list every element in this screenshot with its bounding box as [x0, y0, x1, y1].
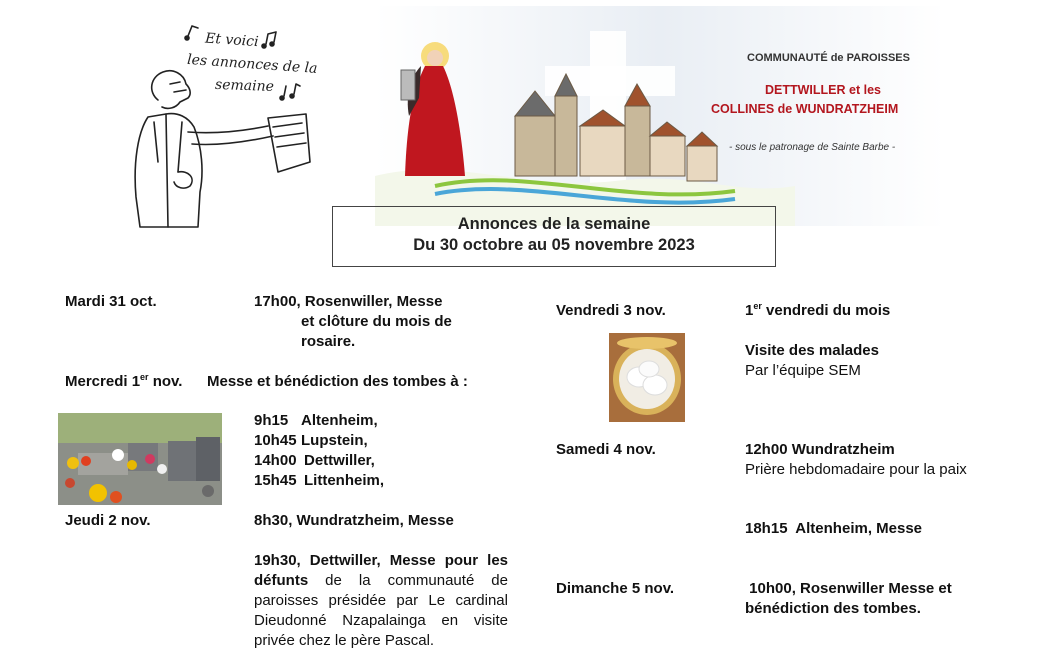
time-row	[254, 411, 384, 431]
day-jeudi: Jeudi 2 nov.	[65, 512, 151, 529]
jeudi-paragraph	[254, 551, 508, 651]
banner-line-1: COMMUNAUTÉ de PAROISSES	[747, 52, 910, 64]
vendredi-visite: Visite des malades	[745, 342, 879, 359]
mercredi-suffix: nov.	[148, 373, 183, 390]
time: 15h45	[254, 472, 297, 489]
vendredi-equipe: Par l’équipe SEM	[745, 362, 861, 379]
mercredi-prefix: Mercredi 1	[65, 373, 141, 390]
jeudi-line-1: 8h30, Wundratzheim, Messe	[254, 512, 454, 529]
first-sup: er	[753, 301, 762, 311]
time: 9h15	[254, 412, 289, 429]
day-vendredi: Vendredi 3 nov.	[556, 302, 666, 319]
church-landscape-icon	[375, 6, 945, 226]
mardi-line-2: et clôture du mois de	[301, 313, 452, 330]
date-range: Du 30 octobre au 05 novembre 2023	[413, 236, 695, 254]
mercredi-times	[254, 411, 384, 491]
title-box	[332, 206, 776, 267]
place: Lupstein,	[301, 432, 368, 449]
cartoon-caption	[186, 30, 335, 98]
day-samedi: Samedi 4 nov.	[556, 441, 656, 458]
ciborium-hosts-icon	[609, 333, 685, 422]
samedi-line-2: Prière hebdomadaire pour la paix	[745, 461, 967, 478]
first-suffix: vendredi du mois	[761, 302, 891, 319]
mardi-line-3: rosaire.	[301, 333, 356, 350]
jeudi-rest: de la communauté de paroisses présidée par Le cardinal Dieudonné Nzapalainga en visite privée chez le père Pascal.	[254, 572, 508, 649]
place: Dettwiller,	[304, 452, 375, 469]
caption-line-3: semaine	[214, 76, 275, 95]
mercredi-heading: Messe et bénédiction des tombes à :	[207, 373, 468, 390]
time-row	[254, 471, 384, 491]
time: 10h45	[254, 432, 297, 449]
dimanche-line-1: 10h00, Rosenwiller Messe et	[745, 580, 952, 597]
communion-photo	[609, 333, 685, 422]
samedi-line-3: 18h15 Altenheim, Messe	[745, 520, 923, 537]
caption-line-1: Et voici	[204, 30, 260, 51]
jeudi-bold: 19h30, Dettwiller, Messe pour les défunts	[254, 552, 508, 589]
cemetery-flowers-icon	[58, 413, 222, 505]
samedi-line-1: 12h00 Wundratzheim	[745, 441, 895, 458]
dimanche-line-2: bénédiction des tombes.	[745, 600, 921, 617]
time: 14h00	[254, 452, 297, 469]
first-prefix: 1	[745, 302, 754, 319]
time-row	[254, 431, 384, 451]
day-mercredi	[65, 372, 182, 392]
cemetery-photo	[58, 413, 222, 505]
banner-line-3: COLLINES de WUNDRATZHEIM	[711, 102, 899, 116]
place: Littenheim,	[304, 472, 385, 489]
place: Altenheim,	[301, 412, 378, 429]
day-mardi: Mardi 31 oct.	[65, 293, 157, 310]
banner-line-4: - sous le patronage de Sainte Barbe -	[729, 142, 896, 153]
banner-line-2: DETTWILLER et les	[765, 83, 881, 97]
mardi-line-1: 17h00, Rosenwiller, Messe	[254, 293, 443, 310]
caption-line-2: les annonces de la	[186, 51, 318, 77]
page-title: Annonces de la semaine	[457, 215, 651, 233]
parish-banner	[375, 6, 945, 226]
day-dimanche: Dimanche 5 nov.	[556, 580, 675, 597]
vendredi-first	[745, 301, 890, 321]
mercredi-sup: er	[140, 372, 149, 382]
time-row	[254, 451, 384, 471]
